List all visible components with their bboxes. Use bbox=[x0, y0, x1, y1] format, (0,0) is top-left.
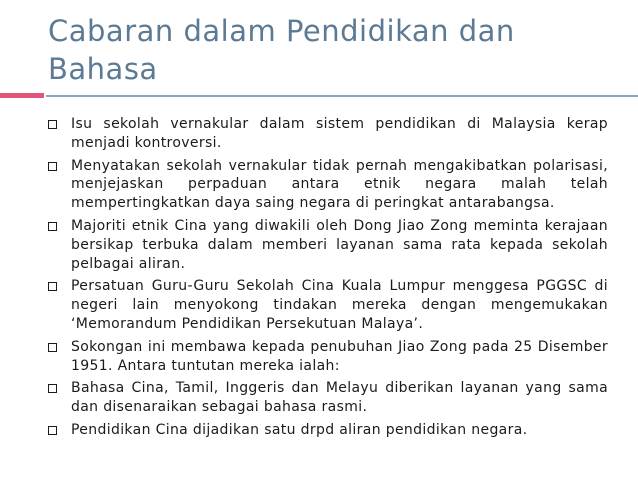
bullet-text: Bahasa Cina, Tamil, Inggeris dan Melayu diberikan layanan yang sama dan disenaraikan sebagai bahasa rasmi. bbox=[71, 380, 608, 416]
title-divider-line bbox=[46, 95, 638, 97]
square-bullet-icon bbox=[48, 162, 57, 171]
bullet-item bbox=[48, 157, 608, 213]
square-bullet-icon bbox=[48, 120, 57, 129]
bullet-text: Isu sekolah vernakular dalam sistem pendidikan di Malaysia kerap menjadi kontroversi. bbox=[71, 116, 608, 151]
bullet-item bbox=[48, 338, 608, 376]
bullet-text: Persatuan Guru-Guru Sekolah Cina Kuala Lumpur menggesa PGGSC di negeri lain menyokong tindakan mereka dengan mengemukakan ‘Memorandum Pendidikan Persekutuan Malaya’. bbox=[71, 278, 608, 332]
bullet-list bbox=[48, 115, 608, 444]
title-accent-bar bbox=[0, 93, 44, 98]
square-bullet-icon bbox=[48, 426, 57, 435]
bullet-text: Pendidikan Cina dijadikan satu drpd aliran pendidikan negara. bbox=[71, 421, 528, 438]
slide-title: Cabaran dalam Pendidikan dan Bahasa bbox=[48, 14, 515, 86]
square-bullet-icon bbox=[48, 343, 57, 352]
bullet-item bbox=[48, 217, 608, 273]
bullet-text: Majoriti etnik Cina yang diwakili oleh Dong Jiao Zong meminta kerajaan bersikap terbuka dalam memberi layanan sama rata kepada sekolah pelbagai aliran. bbox=[71, 217, 608, 272]
bullet-item bbox=[48, 379, 608, 417]
square-bullet-icon bbox=[48, 222, 57, 231]
square-bullet-icon bbox=[48, 384, 57, 393]
bullet-text: Sokongan ini membawa kepada penubuhan Jiao Zong pada 25 Disember 1951. Antara tuntutan mereka ialah: bbox=[71, 338, 608, 374]
bullet-item bbox=[48, 277, 608, 333]
bullet-item bbox=[48, 421, 608, 440]
square-bullet-icon bbox=[48, 282, 57, 291]
bullet-text: Menyatakan sekolah vernakular tidak pernah mengakibatkan polarisasi, menjejaskan perpaduan antara etnik negara malah telah mempertingkatkan daya saing negara di peringkat antarabangsa. bbox=[71, 157, 608, 212]
bullet-item bbox=[48, 115, 608, 153]
